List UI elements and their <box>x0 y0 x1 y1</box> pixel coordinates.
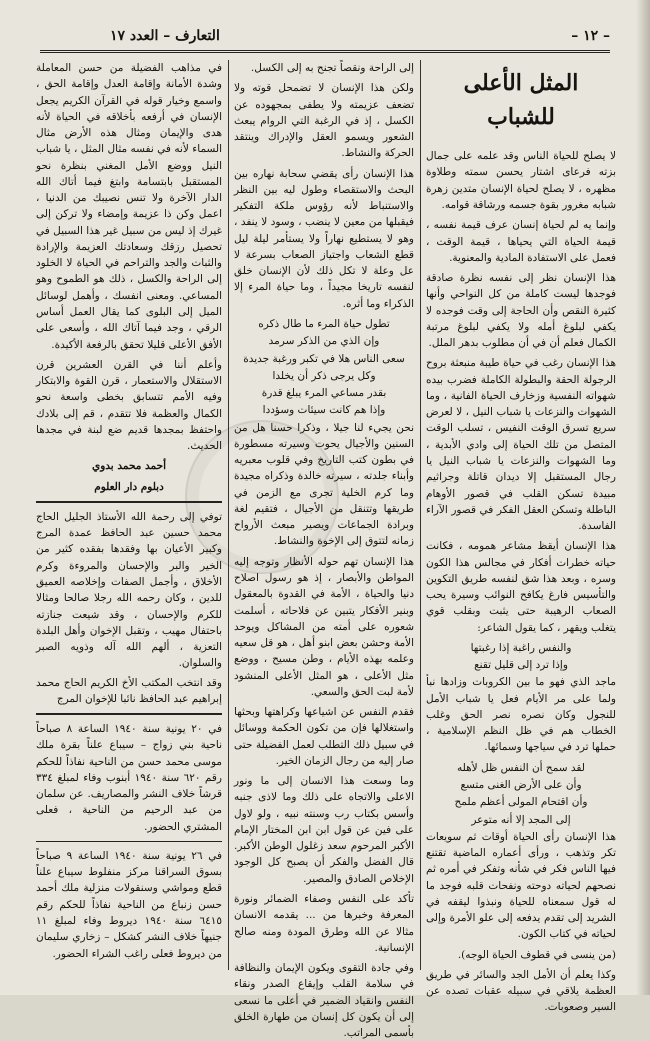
verse: وأن اقتحام المولى أعظم ملمح <box>454 796 588 809</box>
paragraph: هذا الإنسان رأى يقضي سحابة نهاره بين البحث والاستقصاء وطول ليه بين النظر والاستنباط لأنه رؤوس ملكة التفكير فيقبلها من معين لا ينضب ، وسود لا ينفد ، وهو لا يستطيع نهاراً ولا يستأمر ليلة ليل قطع الشعاب واجتياز الصعاب بسرعة لا عل وعلة لا تكل ذلك لأن الإنسان خلق لنفسه تاريخا مجيداً ، وما حياة المرء إلا الذكراء وما أثره. <box>234 167 414 310</box>
paragraph: ماجد الذي فهو ما بين الكروبات وزادها نبأ ولما على مر الأيام فعل يا شباب الأمل للنجول وكان نصره نصر الحق وغلب الخطاب هم في ظل النظم الإسلامية ، حملها ترد في سياجها وسمائها. <box>426 676 616 754</box>
paragraph: وإنما يه لم لحياة إنسان عرف قيمة نفسه ، قيمة الحياة التي يحياها ، قيمة الوقت ، فعمل على الاستفادة المادية والمعنوية. <box>426 219 616 264</box>
column-rule <box>228 60 229 970</box>
auction-notice: في ٢٠ يونية سنة ١٩٤٠ الساعة ٨ صباحاً ناحية بني زواج – سيباع علناً بقرة ملك موسى محمد حسن من الناحية نفاذاً للحكم رقم ٦٢٠ سنة ١٩٤٠ أبنوب وفاء لمبلغ ٣٣٤ قرشاً خلاف النشر والمصاريف. عن سلمان من عبد الرحيم من الناحية ، فعلى المشتري الحضور. <box>36 723 223 833</box>
paragraph: في مذاهب الفضيلة من حسن المعاملة وشدة الأمانة وإقامة العدل وإقامة الحق ، واسمع وخيار قوله في القرآن الكريم يجعل الإنسان في أرفعه بأخلاقه في الحياة لأنه هدى والإيمان ومثال هذه الأرض مثال السماء لأنه في نفسه مثال المثل ، يا شباب النيل ووضع الأمل المغني بنظرة نحو المستقبل بابتسامة وابتغ فيما أتاك الله الدار الآخرة ولا تنس نصيبك من الدنيا ، اعمل وكن ذا عزيمة وإمضاء ولا تركن إلى غيرك إذ ليس من سبيل غير هذا السبيل في تحصيل رزقك وسعادتك العزيمة والإرادة والثبات والجد والتراحم في الحياة لا الخلود إلى الراحة والكسل ، ذلك هو الطموح وهو المساعي. ومعنى انفسك ، وأهمل لوسائل الميل إلى البلوى كما يقال العمل أساس الرقي ، وجد فيما آتاك الله ، وأسعى على الأفق الأعلى قليلا تحقق بالرفعة الأكيدة. <box>36 62 222 351</box>
paragraph: هذا الإنسان نظر إلى نفسه نظرة صادقة فوجدها ليست كاملة من كل النواحي وأنها كثيرة النقص وأن الحاجة إلى وقت فوجده لا يكفي لبلوغ أمله ولا يكفي لبلوغ مرتبة الكمال فعلم أن في أن مطلوب بدهر الملل. <box>426 272 616 350</box>
verse: سعى الناس هلا في تكبر ورغبة جديدة <box>243 352 405 365</box>
verse: لقد سمح أن النفس ظل لأهله <box>457 761 585 774</box>
page-header <box>40 28 610 53</box>
column-right <box>426 60 616 1014</box>
paragraph: تأكد على النفس وصفاء الضمائر ونورة المعرفة وخبرها من ... يقدمه الانسان مثالا عن الله وطرق المودة ومنه صالح الإنسانية. <box>234 893 414 954</box>
verse: وكل يرجى ذكر أن يخلدا <box>272 369 376 382</box>
paragraph: فقدم النفس عن اشياعها وكراهتها وبحثها واستغلالها فإن من تكون الحكمة ووسائل في سبيل ذلك التطلب لعمل الفضيلة حتى صار إليه من رجال الزمان الخير. <box>234 706 414 767</box>
divider <box>36 713 222 715</box>
paragraph: هذا الإنسان رغب في حياة طيبة منبعثة بروح الرجولة الحقة والبطولة الكاملة فضرب بيده شهواته النفسية وزخارف الحياة الفانية ، وما الشهوات والنزعات يا شباب النيل ، لا لعرض سريع تسرق الوقت النفيس ، تسلب الوقت المتصل من تلك الحياة إلى وادي الأبدية ، وما الشهوات والنزعات يا شباب النيل يا رجال المستقبل إلا ديدان قاتلة وجراثيم مبيدة تسكن القلب في قصور الأوهام الباطلة وتسكن العقل الفكر في قصور الآراء الفاسدة. <box>426 357 616 533</box>
paragraph: (من ينسى في قطوف الحياة الوجه). <box>457 948 616 961</box>
paragraph: هذا الإنسان أيقظ مشاعر همومه ، فكانت حياته خطرات أفكار في مجالس هذا الكون وسره ، وبعد هذا شق لنفسه طريق التكوين والتأسيس فارغ يكافح النوائب وسيرة يحب الصعاب الرهيبة حتى يثبت وبقلب قوي يتغلب ويقهر ، كما يقول الشاعر: <box>426 540 616 634</box>
verse: وإن الذي من الذكر سرمد <box>268 335 380 348</box>
paragraph: وما وسعت هذا الانسان إلى ما ونور الاعلى والاتجاه على ذلك وما لاذى جنبه وأسس بكتاب رب وسنته نبيه ، ولو لاول على فين عن قول ابن ابن المختار الإمام الأكبر المرحوم سعد زغلول الوطن الأكبر. قال الفضل والفكر أن يصبح كل الوجود الإخلاص الصادق والمصير. <box>234 775 414 885</box>
paragraph: وفي جادة التقوى ويكون الإيمان والنظافة في سلامة القلب وإيقاع الصدر ونقاء النفس وانقياد الضمير في أعلى ما نسعى إلى أن يكون كل إنسان من طهارة الخلق بأسمى المراتب. <box>234 962 414 1040</box>
page-edge <box>636 0 650 995</box>
author-title: دبلوم دار العلوم <box>94 480 164 493</box>
column-middle <box>234 60 414 1040</box>
paragraph: وأعلم أننا في القرن العشرين قرن الاستقلال والاستعمار ، قرن القوة والابتكار وفيه الأمم تتسابق بخطى واسعة نحو الكمال والعظمة فلا تتقدم ، قم إلى بلادك واحتفظ بمجدها قديم ضع لبنة في مجدها الحديث. <box>36 358 222 453</box>
column-rule <box>420 60 421 970</box>
verse: والنفس راغبة إذا رغبتها <box>470 641 572 654</box>
paragraph: ولكن هذا الإنسان لا تضمحل قوته ولا تضعف عزيمته ولا يطفى بمجهوده عن الكسل ، إذ في الرغبة التي الروام يبعث الشعور ويسمو العقل والإدراك وينتقد الحركة والنشاط. <box>234 82 414 160</box>
issue-title: التعارف – العدد ١٧ <box>110 28 220 44</box>
column-left <box>36 60 222 970</box>
paragraph: هذا الإنسان رأى الحياة أوقات ثم سويعات تكر وتذهب ، ورأى أعماره الماضية تقتنع فيها الناس فكر في شأنه وتفكر في أمره ثم نصحهم لحياته دوحته ونفحات قلبه فوجد ما له قول سمعناه للحياة ونبذوا ليقفه في الشريد إلى تقدم يدفعه إلى علو الأمرة وإلى لحياته في كتاب الكون. <box>426 830 616 941</box>
obituary-notice: توفي إلى رحمة الله الأستاذ الجليل الحاج محمد حسين عبد الحافظ عمدة المرج وكبير الأعيان بها وفقدها بفقده كثير من الخير والبر والإحسان والمروءة وكرم الأخلاق ، وأجمل الصفات وإخلاصه العميق للدين ، وكان رحمه الله رجلا صالحا ومثالا للكرم والإحسان ، وقد شيعت جنازته باحتفال مهيب ، وتقبل الإخوان وأهل البلدة التعزية ، ألهم الله آله وذويه الصبر والسلوان. <box>36 510 222 670</box>
verse: إلى المجد إلا أنه متوعر <box>471 813 571 826</box>
divider <box>36 841 222 842</box>
paragraph: نحن يجيء لنا جيلا ، وذكرا حسنا هل من السنين والأجيال يحوت وسيرته مسطورة في بطون كتب التاريخ وفي قلوب معبريه وأبناء جلدته ، سيرته خالدة وذكراه مجيدة وما كرم الخلية تجرى مع الزمن في طريقها وتتنقل من الأجيال ، فتقيم لغة وبرادة الجماعات ويصير مبعث الأرواح زمانه لتتوق إلى الإخوة والنشاط. <box>234 421 414 548</box>
verse: تطول حياة المرء ما طال ذكره <box>258 317 390 330</box>
paragraph: هذا الإنسان تهم حوله الأنظار وتوجه إليه المواطن والأبصار ، إذ هو رسول اصلاح دنيا والحياة ، الأمة في القدوة بالمعقول وبنير الأفكار يتبين عن فلاحاته ، أسلمت شعوره على أمته من المشاكل ويوحد الأمة وحشن بعض ابنو أهل ، هو قل سعيه وعلمه بهذه الأيام ، وطن مسيح ، ووضع مثل الأعلى ، هو المثل الأعلى المنشود لأمة لبت الحق والسعي. <box>234 555 414 698</box>
author-signature: أحمد محمد بدوي <box>91 460 166 473</box>
obituary-sign: وقد انتخب المكتب الأخ الكريم الحاج محمد إبراهيم عبد الحافظ نائبا للإخوان المرج <box>36 676 222 705</box>
verse: بقدر مساعي المرء يبلغ قدرة <box>261 387 387 400</box>
verse: وإذا ترد إلى قليل تقنع <box>474 659 568 672</box>
verse: وأن على الأرض الغنى متسع <box>460 779 582 792</box>
article-title: المثل الأعلى للشباب <box>463 70 579 131</box>
page-number: – ١٢ – <box>571 28 610 44</box>
verse: وإذا هم كانت سيئات وسؤددا <box>262 404 386 417</box>
paragraph: وكذا يعلم أن الأمل الجد والسائر في طريق العظمة يلاقي في سبيله عقبات تصده عن السير وصعوبات. <box>426 968 616 1014</box>
divider <box>36 501 222 503</box>
auction-notice: في ٢٦ يونية سنة ١٩٤٠ الساعة ٩ صباحاً بسوق السراقنا مركز منفلوط سيباع علناً قطع ومواشي وسنقولات منزلية ملك أحمد حسن زنباع من الناحية نفاذاً للحكم رقم ٦٤١٥ سنة ١٩٤٠ ديروط وفاء لمبلغ ١١ جنيهاً خلاف النشر كشكل – زخاري سليمان من ديروط فعلى راغب الشراء الحضور. <box>36 849 222 960</box>
paragraph: لا يصلح للحياة الناس وقد علمه على جمال بزته فرعاى اشتار يحسن سمته وطلاوة مظهره ، لا يصلح لحياة الإنسان متدين زهرة شبابه مغرور بقوة جسمه ورشاقة قوامه. <box>426 150 616 211</box>
paragraph: إلى الراحة ونقصاً تجنح به إلى الكسل. <box>250 62 414 74</box>
